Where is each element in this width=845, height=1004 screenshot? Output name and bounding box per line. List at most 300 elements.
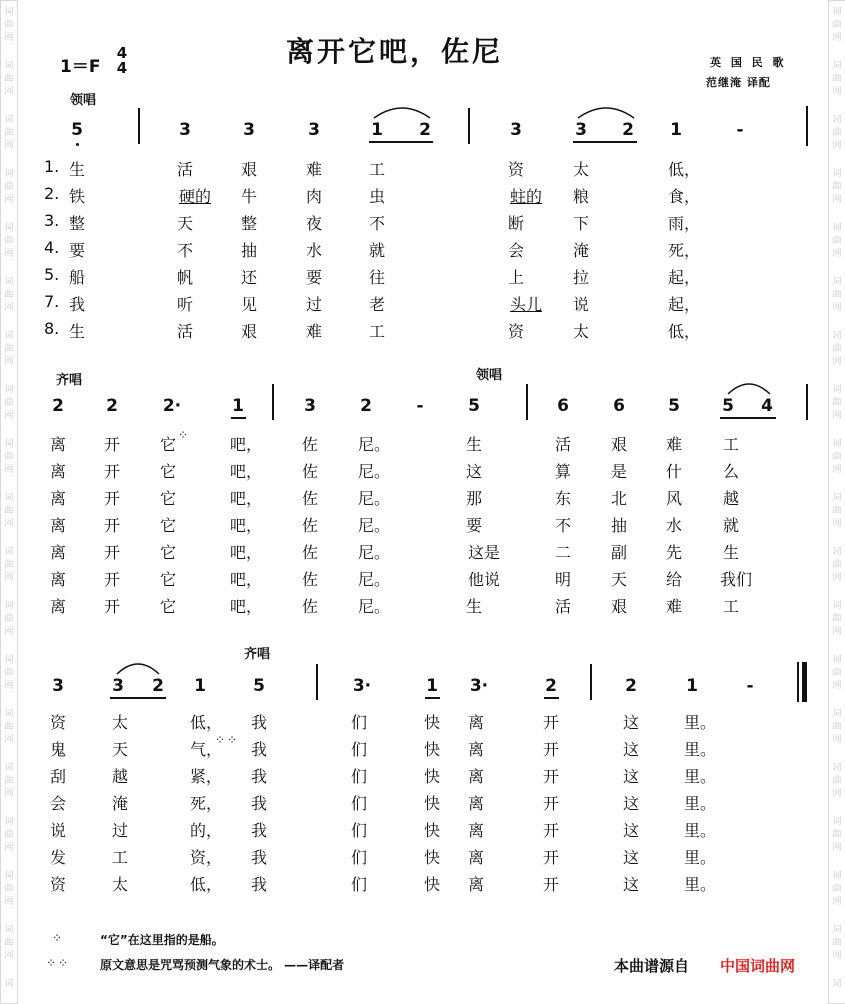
lyric: 船 <box>68 268 86 287</box>
lyric: 这 <box>622 821 640 840</box>
watermark-glyph: 词 <box>832 61 842 71</box>
barline <box>806 106 808 146</box>
watermark-glyph: 词 <box>832 925 842 935</box>
note: 5 <box>253 676 265 696</box>
note: 5 <box>71 120 83 140</box>
watermark-glyph: 网 <box>832 357 842 367</box>
verse-number: 2. <box>44 184 60 203</box>
lyric: 我 <box>250 740 268 759</box>
watermark-glyph: 曲 <box>832 182 842 192</box>
barline <box>526 384 528 420</box>
lyric: 太 <box>572 322 590 341</box>
lyric: 快 <box>423 767 441 786</box>
watermark-glyph: 曲 <box>832 344 842 354</box>
lyric: 老 <box>368 295 386 314</box>
watermark-glyph: 网 <box>4 519 14 529</box>
lyric: 二 <box>554 543 572 562</box>
final-barline-thin <box>797 662 799 702</box>
note: - <box>736 120 744 140</box>
lyric: 太 <box>111 713 129 732</box>
lyric: 断 <box>507 214 525 233</box>
watermark-glyph: 曲 <box>832 236 842 246</box>
eighth-underline <box>573 141 637 143</box>
watermark-glyph: 网 <box>4 303 14 313</box>
lyric: 工 <box>111 848 129 867</box>
barline <box>272 384 274 420</box>
lyric: 资， <box>189 848 223 867</box>
watermark-glyph: 曲 <box>4 398 14 408</box>
lyric: 快 <box>423 821 441 840</box>
lyric: 低， <box>189 875 223 894</box>
note: 2 <box>419 120 431 140</box>
lyric: 里。 <box>683 713 717 732</box>
watermark-glyph: 网 <box>832 141 842 151</box>
watermark-glyph: 网 <box>832 897 842 907</box>
lyric: 里。 <box>683 848 717 867</box>
lyric: 太 <box>572 160 590 179</box>
lyric: 北 <box>610 489 628 508</box>
lyric: 上 <box>507 268 525 287</box>
lyric: 开 <box>103 543 121 562</box>
lyric: 的， <box>189 821 223 840</box>
watermark-glyph: 曲 <box>832 830 842 840</box>
note: 3 <box>308 120 320 140</box>
lyric: 它 <box>159 462 177 481</box>
lyric: 是 <box>610 462 628 481</box>
lyric: 它 <box>159 489 177 508</box>
watermark-glyph: 词 <box>832 223 842 233</box>
lyric: 离 <box>467 767 485 786</box>
watermark-glyph: 词 <box>832 169 842 179</box>
watermark-glyph: 曲 <box>4 452 14 462</box>
lyric: 开 <box>542 740 560 759</box>
lyric: 么 <box>722 462 740 481</box>
watermark-glyph: 词 <box>832 979 842 989</box>
watermark-glyph: 网 <box>4 33 14 43</box>
lyric: 不 <box>176 241 194 260</box>
watermark-glyph: 网 <box>4 573 14 583</box>
watermark-glyph: 词 <box>4 169 14 179</box>
watermark-glyph: 词 <box>832 601 842 611</box>
lyric: 开 <box>542 821 560 840</box>
lyric: 它 <box>159 597 177 616</box>
watermark-glyph: 词 <box>4 115 14 125</box>
lyric: 说 <box>572 295 590 314</box>
lyric: 离 <box>467 821 485 840</box>
watermark-glyph: 网 <box>832 33 842 43</box>
lyric: 里。 <box>683 740 717 759</box>
lyric: 铁 <box>68 187 86 206</box>
verse-number: 4. <box>44 238 60 257</box>
lyric: 说 <box>49 821 67 840</box>
lyric: 东 <box>554 489 572 508</box>
note: 2 <box>106 396 118 416</box>
lyric: 死， <box>189 794 223 813</box>
lyric: 吧， <box>229 597 263 616</box>
watermark-glyph: 词 <box>832 547 842 557</box>
lyric: 不 <box>554 516 572 535</box>
lyric: 开 <box>542 767 560 786</box>
lyric: 快 <box>423 794 441 813</box>
lyric: 见 <box>240 295 258 314</box>
barline <box>468 108 470 144</box>
lyric: 就 <box>722 516 740 535</box>
watermark-glyph: 曲 <box>832 722 842 732</box>
watermark-glyph: 曲 <box>832 776 842 786</box>
barline <box>590 664 592 700</box>
lyric: 开 <box>542 848 560 867</box>
lyric: 我 <box>250 848 268 867</box>
watermark-glyph: 曲 <box>4 722 14 732</box>
lyric: 开 <box>103 462 121 481</box>
watermark-glyph: 网 <box>4 789 14 799</box>
note: 3 <box>510 120 522 140</box>
lyric: 这 <box>622 767 640 786</box>
lyric: 艰 <box>240 160 258 179</box>
lyric: 这是 <box>467 543 501 562</box>
lyric: 我们 <box>719 570 753 589</box>
note: 1 <box>426 676 438 696</box>
watermark-glyph: 曲 <box>832 938 842 948</box>
note: 1 <box>670 120 682 140</box>
lyric: 难 <box>665 597 683 616</box>
lyric: 刮 <box>49 767 67 786</box>
note: 5 <box>668 396 680 416</box>
song-title: 离开它吧，佐尼 <box>286 35 504 68</box>
lyric: 生 <box>722 543 740 562</box>
lyric: 给 <box>665 570 683 589</box>
note: 2 <box>360 396 372 416</box>
lyric: 夜 <box>305 214 323 233</box>
role-lead: 领唱 <box>476 368 503 383</box>
lyric: 头儿 <box>509 295 543 314</box>
role-chorus: 齐唱 <box>244 647 271 662</box>
lyric: 快 <box>423 740 441 759</box>
lyric: 肉 <box>305 187 323 206</box>
lyric: 要 <box>465 516 483 535</box>
lyric: 会 <box>507 241 525 260</box>
lyric: 资 <box>49 875 67 894</box>
lyric: 们 <box>350 794 368 813</box>
lyric: 难 <box>305 322 323 341</box>
watermark-glyph: 词 <box>4 331 14 341</box>
lyric: 吧， <box>229 570 263 589</box>
lyric: 水 <box>665 516 683 535</box>
lyric: 整 <box>240 214 258 233</box>
lyric: 低， <box>667 160 701 179</box>
watermark-glyph: 网 <box>832 465 842 475</box>
watermark-glyph: 词 <box>832 709 842 719</box>
barline <box>806 384 808 420</box>
lyric: 拉 <box>572 268 590 287</box>
lyric: 尼。 <box>357 462 391 481</box>
lyric: 它 <box>159 516 177 535</box>
time-signature-bottom: 4 <box>116 59 128 77</box>
lyric: 开 <box>103 570 121 589</box>
lyric: 它 <box>159 435 177 454</box>
note: 3 <box>112 676 124 696</box>
left-watermark-strip <box>0 0 18 1004</box>
lyric: 艰 <box>610 597 628 616</box>
lyric: 要 <box>68 241 86 260</box>
slur <box>115 660 161 676</box>
lyric: 活 <box>554 435 572 454</box>
watermark-glyph: 曲 <box>4 182 14 192</box>
watermark-glyph: 词 <box>4 601 14 611</box>
lyric: 我 <box>250 713 268 732</box>
lyric: 吧， <box>229 435 263 454</box>
lyric: 食， <box>667 187 701 206</box>
origin-credit: 英 国 民 歌 <box>710 56 787 69</box>
watermark-glyph: 词 <box>832 385 842 395</box>
watermark-glyph: 词 <box>4 7 14 17</box>
barline <box>316 664 318 700</box>
watermark-glyph: 曲 <box>4 344 14 354</box>
watermark-glyph: 词 <box>832 439 842 449</box>
lyric: 们 <box>350 767 368 786</box>
lyric: 资 <box>507 160 525 179</box>
watermark-glyph: 网 <box>4 951 14 961</box>
watermark-glyph: 曲 <box>832 506 842 516</box>
watermark-glyph: 词 <box>832 7 842 17</box>
source-label: 本曲谱源自 <box>614 957 690 975</box>
lyric: 开 <box>542 713 560 732</box>
lyric: 离 <box>49 597 67 616</box>
watermark-glyph: 网 <box>4 627 14 637</box>
watermark-glyph: 曲 <box>4 884 14 894</box>
lyric: 我 <box>250 875 268 894</box>
lyric: 起， <box>667 295 701 314</box>
lyric: 离 <box>49 516 67 535</box>
note: 4 <box>761 396 773 416</box>
lyric: 吧， <box>229 543 263 562</box>
lyric: 还 <box>240 268 258 287</box>
lyric: 会 <box>49 794 67 813</box>
watermark-glyph: 曲 <box>4 614 14 624</box>
time-signature-top: 4 <box>116 44 128 62</box>
lyric: 淹 <box>111 794 129 813</box>
lyric: 低， <box>189 713 223 732</box>
footnote-text: 原文意思是咒骂预测气象的术士。 ——译配者 <box>100 958 345 972</box>
note: 1 <box>232 396 244 416</box>
lyric: 快 <box>423 848 441 867</box>
lyric: 里。 <box>683 875 717 894</box>
watermark-glyph: 曲 <box>4 506 14 516</box>
lyric: 下 <box>572 214 590 233</box>
note: 2 <box>52 396 64 416</box>
watermark-glyph: 词 <box>832 763 842 773</box>
note: 5 <box>722 396 734 416</box>
lyric: 我 <box>250 821 268 840</box>
lyric: 们 <box>350 875 368 894</box>
lyric: 这 <box>622 875 640 894</box>
watermark-glyph: 曲 <box>4 290 14 300</box>
note: 2· <box>162 396 182 416</box>
lyric: 佐 <box>301 462 319 481</box>
watermark-glyph: 曲 <box>4 236 14 246</box>
lyric: 过 <box>305 295 323 314</box>
watermark-glyph: 曲 <box>4 776 14 786</box>
lyric: 硬的 <box>178 187 212 206</box>
watermark-glyph: 网 <box>4 87 14 97</box>
eighth-underline <box>110 697 166 699</box>
lyric: 帆 <box>176 268 194 287</box>
lyric: 佐 <box>301 435 319 454</box>
note: 5 <box>468 396 480 416</box>
lyric: 工 <box>722 597 740 616</box>
role-chorus: 齐唱 <box>56 373 83 388</box>
slur <box>576 104 636 120</box>
note: 3 <box>304 396 316 416</box>
lyric: 艰 <box>610 435 628 454</box>
lyric: 听 <box>176 295 194 314</box>
watermark-glyph: 词 <box>4 277 14 287</box>
lyric: 越 <box>722 489 740 508</box>
note: 2 <box>152 676 164 696</box>
note: 3· <box>352 676 372 696</box>
watermark-glyph: 网 <box>832 411 842 421</box>
arranger-credit: 范继淹 译配 <box>706 76 771 89</box>
watermark-glyph: 曲 <box>4 668 14 678</box>
watermark-glyph: 网 <box>832 87 842 97</box>
watermark-glyph: 曲 <box>4 560 14 570</box>
watermark-glyph: 曲 <box>832 884 842 894</box>
lyric: 尼。 <box>357 543 391 562</box>
lyric: 越 <box>111 767 129 786</box>
lyric: 活 <box>176 322 194 341</box>
lyric: 蛀的 <box>509 187 543 206</box>
watermark-glyph: 网 <box>4 411 14 421</box>
watermark-glyph: 网 <box>4 681 14 691</box>
lyric: 艰 <box>240 322 258 341</box>
lyric: 里。 <box>683 794 717 813</box>
lyric: 离 <box>49 435 67 454</box>
watermark-glyph: 曲 <box>832 74 842 84</box>
lyric: 快 <box>423 875 441 894</box>
footnote-mark: ⁘⁘ <box>215 733 240 747</box>
barline <box>138 108 140 144</box>
lyric: 气， <box>189 740 223 759</box>
lyric: 佐 <box>301 489 319 508</box>
role-lead: 领唱 <box>70 93 97 108</box>
lyric: 资 <box>49 713 67 732</box>
verse-number: 7. <box>44 292 60 311</box>
lyric: 天 <box>111 740 129 759</box>
watermark-glyph: 网 <box>832 681 842 691</box>
eighth-underline <box>425 697 440 699</box>
lyric: 们 <box>350 848 368 867</box>
lyric: 们 <box>350 740 368 759</box>
watermark-glyph: 词 <box>4 979 14 989</box>
footnote-mark: ⁘ <box>52 931 65 945</box>
lyric: 开 <box>103 489 121 508</box>
watermark-glyph: 网 <box>4 249 14 259</box>
watermark-glyph: 词 <box>4 871 14 881</box>
note: 2 <box>545 676 557 696</box>
lyric: 粮 <box>572 187 590 206</box>
lyric: 先 <box>665 543 683 562</box>
lyric: 开 <box>103 597 121 616</box>
watermark-glyph: 网 <box>832 249 842 259</box>
watermark-glyph: 词 <box>4 223 14 233</box>
lyric: 风 <box>665 489 683 508</box>
lyric: 死， <box>667 241 701 260</box>
eighth-underline <box>231 417 246 419</box>
watermark-glyph: 网 <box>832 627 842 637</box>
site-name: 中国词曲网 <box>720 957 796 975</box>
watermark-glyph: 曲 <box>832 668 842 678</box>
lyric: 尼。 <box>357 570 391 589</box>
watermark-glyph: 网 <box>4 465 14 475</box>
watermark-glyph: 词 <box>4 817 14 827</box>
lyric: 虫 <box>368 187 386 206</box>
lyric: 紧， <box>189 767 223 786</box>
key-signature: 1＝F <box>60 57 101 77</box>
watermark-glyph: 曲 <box>832 290 842 300</box>
watermark-glyph: 曲 <box>4 128 14 138</box>
note: 1 <box>194 676 206 696</box>
lyric: 过 <box>111 821 129 840</box>
lyric: 资 <box>507 322 525 341</box>
slur <box>726 380 772 396</box>
watermark-glyph: 网 <box>832 519 842 529</box>
lyric: 开 <box>103 516 121 535</box>
lyric: 生 <box>465 435 483 454</box>
lyric: 里。 <box>683 767 717 786</box>
lyric: 活 <box>176 160 194 179</box>
lyric: 快 <box>423 713 441 732</box>
lyric: 里。 <box>683 821 717 840</box>
lyric: 尼。 <box>357 489 391 508</box>
watermark-glyph: 曲 <box>832 20 842 30</box>
lyric: 发 <box>49 848 67 867</box>
eighth-underline <box>544 697 559 699</box>
lyric: 工 <box>368 160 386 179</box>
lyric: 我 <box>250 767 268 786</box>
watermark-glyph: 词 <box>4 385 14 395</box>
lyric: 离 <box>49 570 67 589</box>
note: 2 <box>625 676 637 696</box>
watermark-glyph: 词 <box>4 493 14 503</box>
lyric: 吧， <box>229 489 263 508</box>
lyric: 这 <box>622 713 640 732</box>
watermark-glyph: 词 <box>832 817 842 827</box>
watermark-glyph: 曲 <box>4 938 14 948</box>
lyric: 佐 <box>301 543 319 562</box>
watermark-glyph: 网 <box>4 141 14 151</box>
eighth-underline <box>720 417 776 419</box>
lyric: 天 <box>610 570 628 589</box>
note: 1 <box>686 676 698 696</box>
watermark-glyph: 网 <box>832 843 842 853</box>
lyric: 活 <box>554 597 572 616</box>
lyric: 这 <box>622 794 640 813</box>
watermark-glyph: 网 <box>832 573 842 583</box>
watermark-glyph: 网 <box>832 303 842 313</box>
watermark-glyph: 词 <box>4 439 14 449</box>
note: - <box>416 396 424 416</box>
lyric: 离 <box>49 543 67 562</box>
watermark-glyph: 词 <box>832 871 842 881</box>
note: 6 <box>557 396 569 416</box>
lyric: 低， <box>667 322 701 341</box>
lyric: 这 <box>622 740 640 759</box>
watermark-glyph: 曲 <box>832 560 842 570</box>
verse-number: 3. <box>44 211 60 230</box>
lyric: 抽 <box>610 516 628 535</box>
lyric: 离 <box>467 848 485 867</box>
watermark-glyph: 网 <box>4 735 14 745</box>
